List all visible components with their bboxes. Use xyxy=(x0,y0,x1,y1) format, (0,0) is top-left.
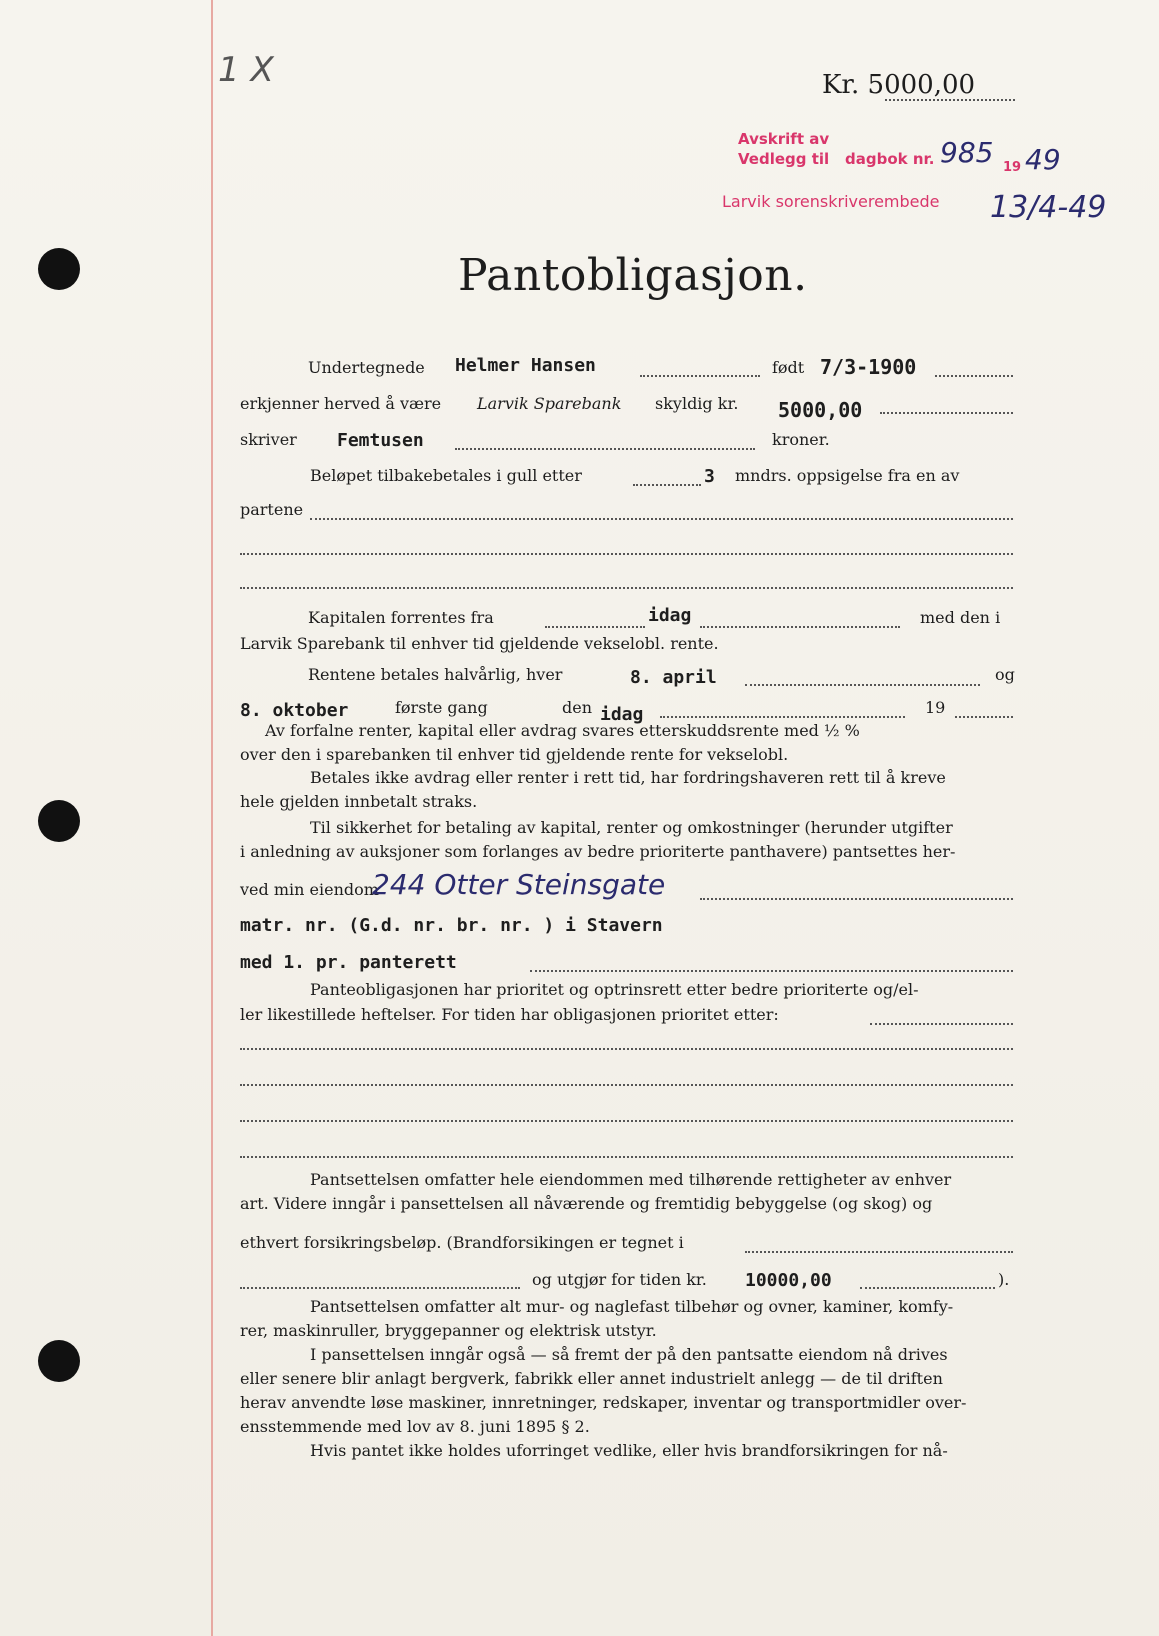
text-omfatter: Pantsettelsen omfatter hele eiendommen med tilhørende rettigheter av enhver xyxy=(310,1170,952,1189)
text-forste-gang: første gang xyxy=(395,698,488,717)
text-forsikring: ethvert forsikringsbeløp. (Brandforsikingen er tegnet i xyxy=(240,1233,684,1252)
text-hele-gjelden: hele gjelden innbetalt straks. xyxy=(240,792,478,811)
text-med-den: med den i xyxy=(920,608,1001,627)
birth-date: 7/3-1900 xyxy=(820,355,917,379)
stamp-dagbok: dagbok nr. xyxy=(845,150,935,168)
text-panteobligasjonen: Panteobligasjonen har prioritet og optrinsrett etter bedre prioriterte og/el- xyxy=(310,980,919,999)
stamp-year: 49 xyxy=(1025,143,1061,176)
stamp-year-prefix: 19 xyxy=(1003,160,1022,175)
text-skyldig: skyldig kr. xyxy=(655,394,739,413)
text-likestillede: ler likestillede heftelser. For tiden har obligasjonen prioritet etter: xyxy=(240,1005,779,1024)
text-rente: Larvik Sparebank til enhver tid gjeldende vekselobl. rente. xyxy=(240,634,719,653)
corner-mark: 1 X xyxy=(218,50,274,90)
margin-line xyxy=(211,0,213,1636)
stamp-line1: Avskrift av xyxy=(738,130,830,148)
label-undertegnede: Undertegnede xyxy=(308,358,425,377)
stamp-line2: Vedlegg til xyxy=(738,150,830,168)
text-ved-min: ved min eiendom xyxy=(240,880,379,899)
first-payment: idag xyxy=(600,704,644,725)
text-art: art. Videre inngår i pansettelsen all nåværende og fremtidig bebyggelse (og skog) og xyxy=(240,1194,933,1213)
label-skriver: skriver xyxy=(240,430,297,449)
text-erkjenner: erkjenner herved å være xyxy=(240,394,442,413)
bank-name: Larvik Sparebank xyxy=(477,394,622,413)
text-bergverk: eller senere blir anlagt bergverk, fabrikk eller annet industrielt anlegg — de til driften xyxy=(240,1369,943,1388)
property-panterett: med 1. pr. panterett xyxy=(240,952,457,973)
amount-words: Femtusen xyxy=(337,430,424,451)
label-kroner: kroner. xyxy=(772,430,830,449)
insured-amount: 10000,00 xyxy=(745,1270,832,1291)
stamp-office: Larvik sorenskriverembede xyxy=(722,192,940,211)
text-lov: ensstemmende med lov av 8. juni 1895 § 2. xyxy=(240,1417,590,1436)
label-fodt: født xyxy=(772,358,805,377)
loan-amount: 5000,00 xyxy=(778,398,863,422)
text-og: og xyxy=(995,665,1015,684)
text-anledning: i anledning av auksjoner som forlanges av bedre prioriterte panthavere) pantsettes her- xyxy=(240,842,956,861)
stamp-number: 985 xyxy=(940,136,994,169)
text-til-sikkerhet: Til sikkerhet for betaling av kapital, renter og omkostninger (herunder utgifter xyxy=(310,818,953,837)
amount-header: Kr. 5000,00 xyxy=(822,70,976,100)
interest-date-1: 8. april xyxy=(630,667,717,688)
text-herav: herav anvendte løse maskiner, innretninger, redskaper, inventar og transportmidler over- xyxy=(240,1393,967,1412)
text-maskinruller: rer, maskinruller, bryggepanner og elektrisk utstyr. xyxy=(240,1321,657,1340)
page-title: Pantobligasjon. xyxy=(458,250,808,301)
punch-hole-2 xyxy=(38,800,80,842)
interest-date-2: 8. oktober xyxy=(240,700,349,721)
text-mur: Pantsettelsen omfatter alt mur- og naglefast tilbehør og ovner, kaminer, komfy- xyxy=(310,1297,954,1316)
punch-hole-1 xyxy=(38,248,80,290)
property-address: 244 Otter Steinsgate xyxy=(372,868,666,901)
text-over-den: over den i sparebanken til enhver tid gjeldende rente for vekselobl. xyxy=(240,745,789,764)
text-close-paren: ). xyxy=(998,1270,1010,1289)
text-utgjor: og utgjør for tiden kr. xyxy=(532,1270,707,1289)
text-hvis-pantet: Hvis pantet ikke holdes uforringet vedlike, eller hvis brandforsikringen for nå- xyxy=(310,1441,948,1460)
text-kapitalen: Kapitalen forrentes fra xyxy=(308,608,494,627)
punch-hole-3 xyxy=(38,1340,80,1382)
text-den: den xyxy=(562,698,593,717)
text-partene: partene xyxy=(240,500,304,519)
text-inngar-ogsa: I pansettelsen inngår også — så fremt der på den pantsatte eiendom nå drives xyxy=(310,1345,948,1364)
stamp-date: 13/4-49 xyxy=(990,190,1107,225)
notice-months: 3 xyxy=(704,466,715,487)
text-betales-ikke: Betales ikke avdrag eller renter i rett tid, har fordringshaveren rett til å kreve xyxy=(310,768,946,787)
text-belopet: Beløpet tilbakebetales i gull etter xyxy=(310,466,582,485)
interest-from: idag xyxy=(648,605,692,626)
text-19: 19 xyxy=(925,698,946,717)
text-mndrs: mndrs. oppsigelse fra en av xyxy=(735,466,960,485)
borrower-name: Helmer Hansen xyxy=(455,355,596,376)
text-rentene: Rentene betales halvårlig, hver xyxy=(308,665,563,684)
text-forfalne: Av forfalne renter, kapital eller avdrag svares etterskuddsrente med ½ % xyxy=(265,721,860,740)
property-matr: matr. nr. (G.d. nr. br. nr. ) i Stavern xyxy=(240,915,663,936)
